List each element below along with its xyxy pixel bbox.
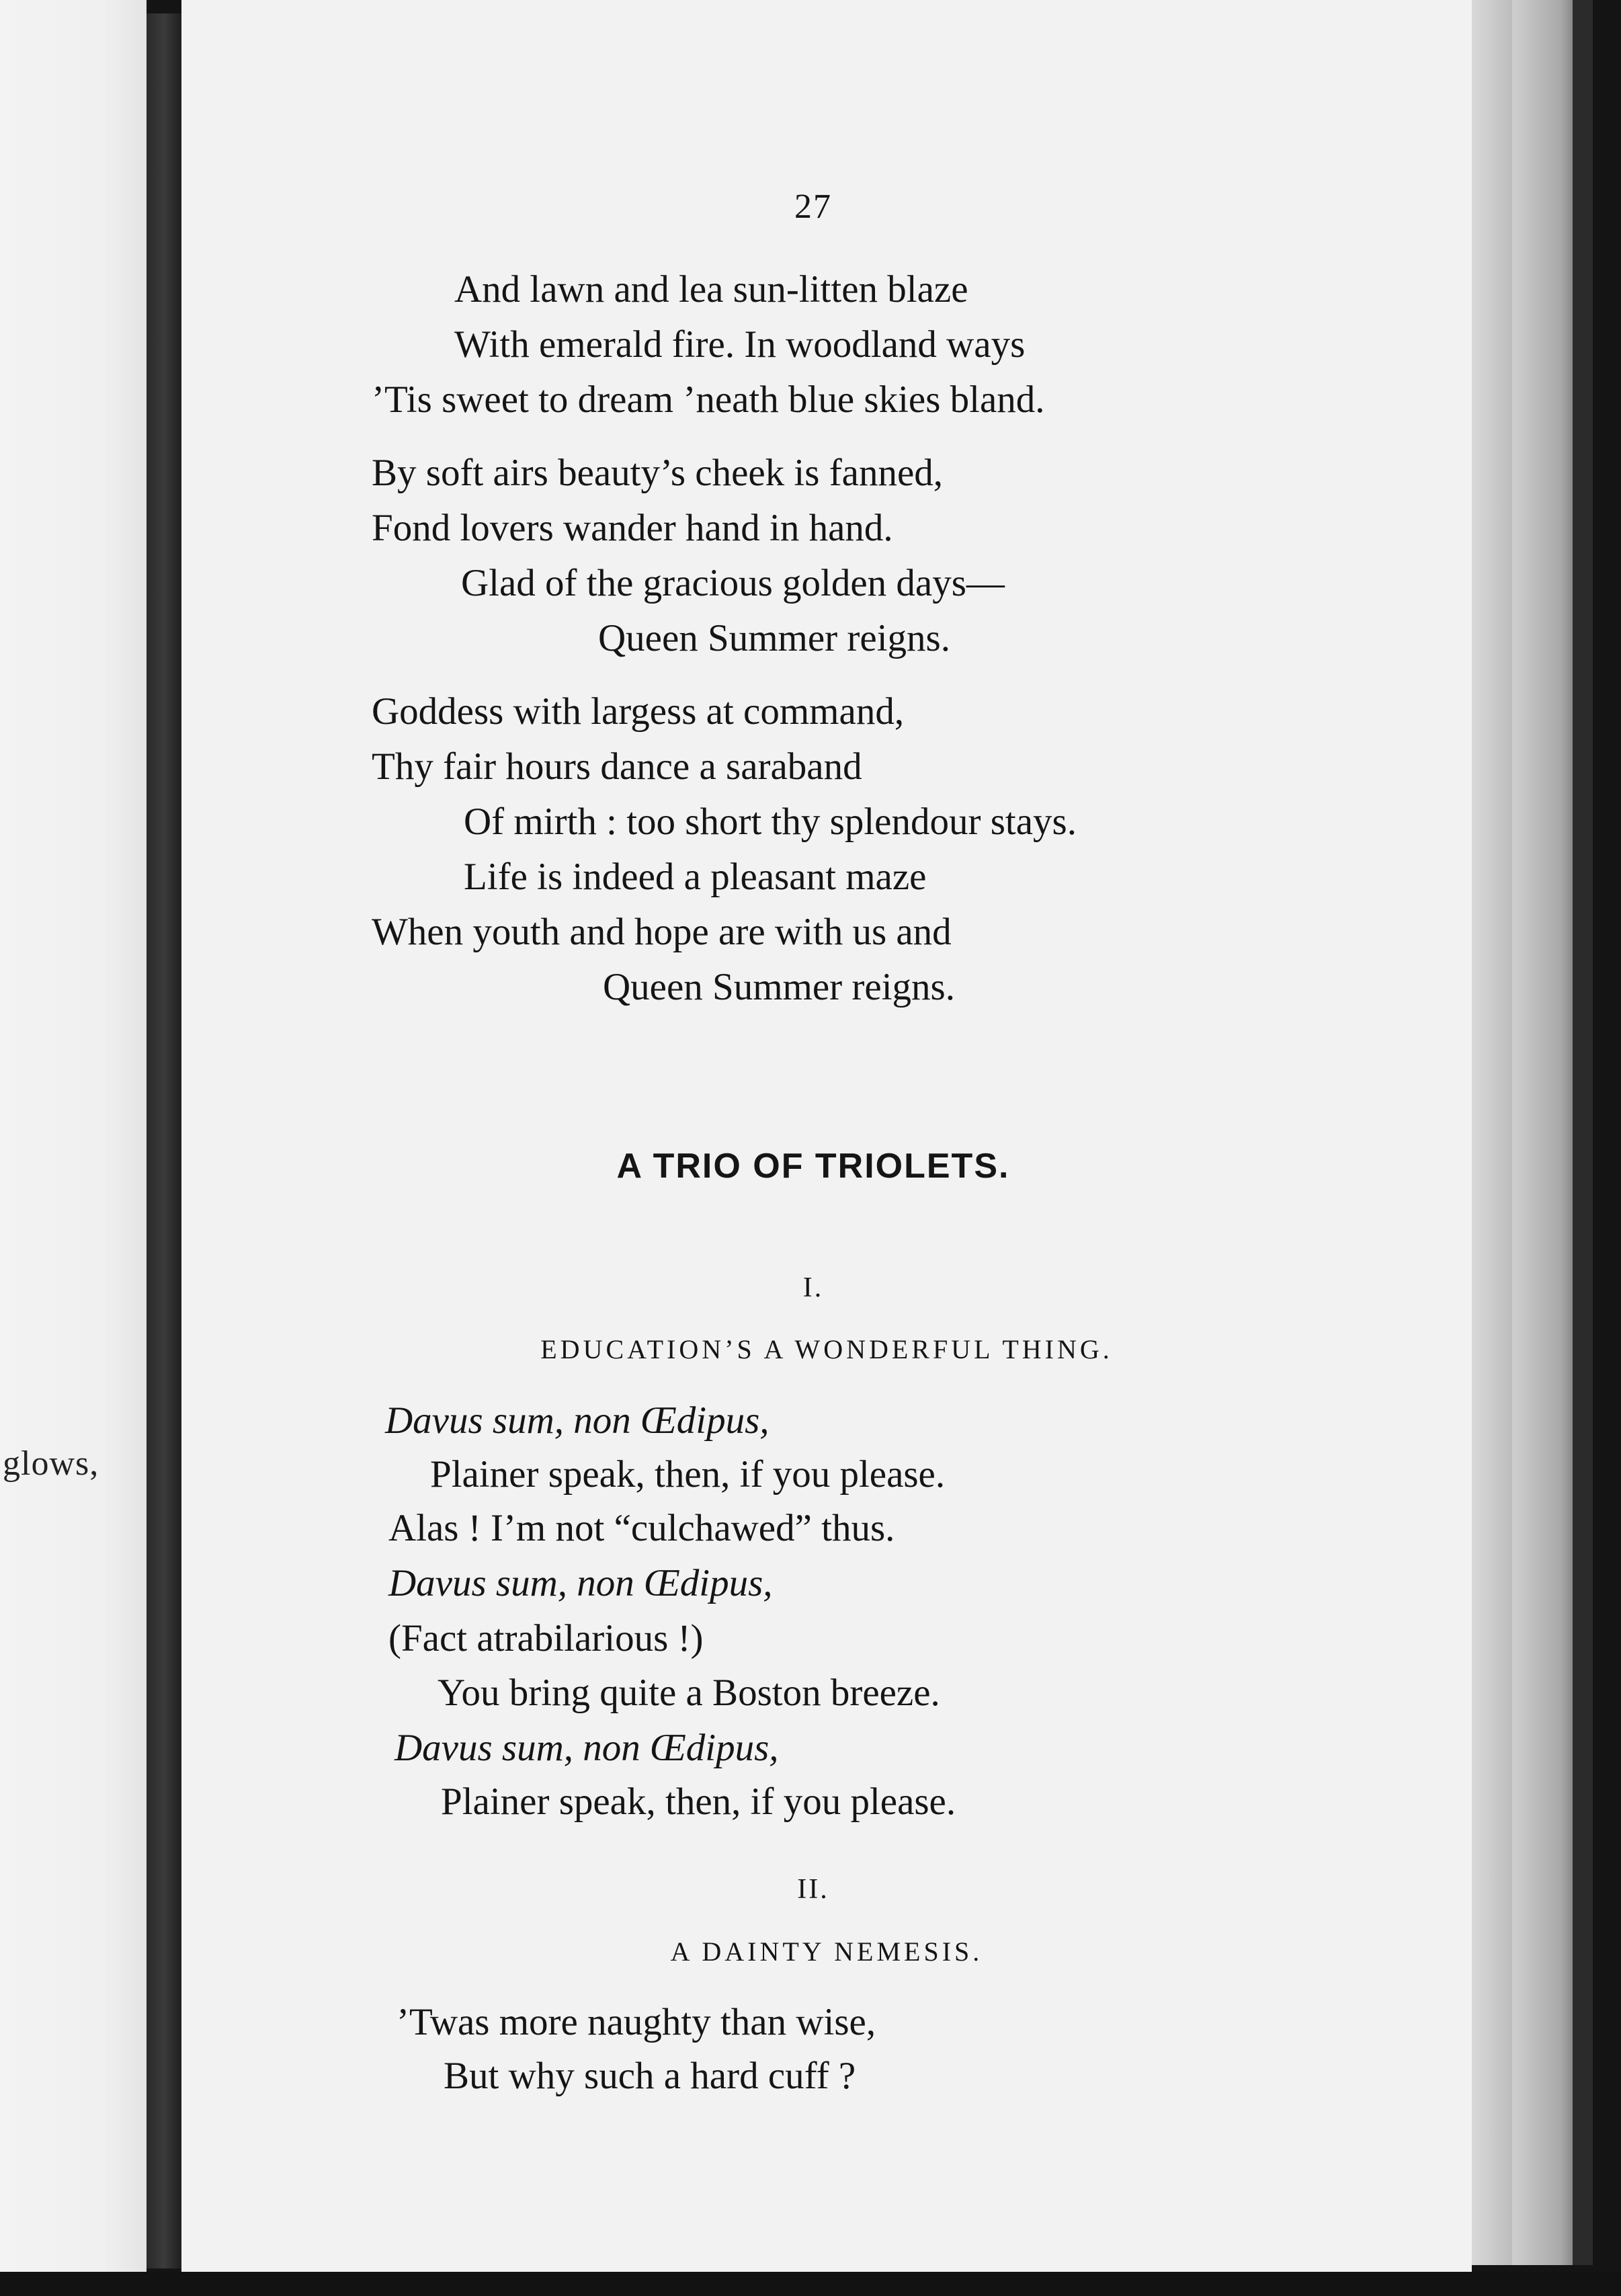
book-gutter [147,13,181,2268]
verse-line: Glad of the gracious golden days— [461,562,1005,604]
verse-line: ’Twas more naughty than wise, [397,2001,876,2043]
verse-line: And lawn and lea sun-litten blaze [454,268,968,311]
verse-line: Plainer speak, then, if you please. [441,1780,956,1823]
verse-line-latin: Davus sum, non Œdipus, [385,1399,770,1442]
verse-line-latin: Davus sum, non Œdipus, [388,1562,773,1604]
verse-line: By soft airs beauty’s cheek is fanned, [372,452,944,494]
refrain-line: Queen Summer reigns. [598,617,950,659]
poem-title: EDUCATION’S A WONDERFUL THING. [540,1334,1113,1364]
page-edge-shadow [1573,0,1593,2265]
verse-line: ’Tis sweet to dream ’neath blue skies bland. [372,378,1045,421]
poem-number: I. [802,1272,824,1303]
verse-line: Of mirth : too short thy splendour stays. [464,801,1077,843]
verse-line: Fond lovers wander hand in hand. [372,507,893,549]
verse-line: Life is indeed a pleasant maze [464,856,927,898]
verse-line: (Fact atrabilarious !) [388,1617,704,1659]
verse-line: You bring quite a Boston breeze. [438,1672,940,1714]
refrain-line: Queen Summer reigns. [603,966,955,1008]
verse-line: When youth and hope are with us and [372,911,952,953]
page-number: 27 [794,188,832,226]
verse-line: Goddess with largess at command, [372,690,905,733]
verse-line-latin: Davus sum, non Œdipus, [394,1727,779,1769]
facing-page [0,0,147,2272]
scan-border [0,2272,1621,2296]
verse-line: Alas ! I’m not “culchawed” thus. [388,1507,895,1549]
verse-line: Thy fair hours dance a saraband [372,745,862,788]
facing-page-fragment: glows, [3,1444,99,1483]
section-title: A TRIO OF TRIOLETS. [616,1147,1010,1186]
verse-line: With emerald fire. In woodland ways [454,323,1026,366]
page-edge [1472,0,1512,2265]
verse-line: But why such a hard cuff ? [444,2055,856,2097]
poem-number: II. [797,1874,829,1905]
poem-title: A DAINTY NEMESIS. [670,1936,983,1967]
page-edge-stack [1512,0,1573,2265]
verse-line: Plainer speak, then, if you please. [430,1453,946,1495]
